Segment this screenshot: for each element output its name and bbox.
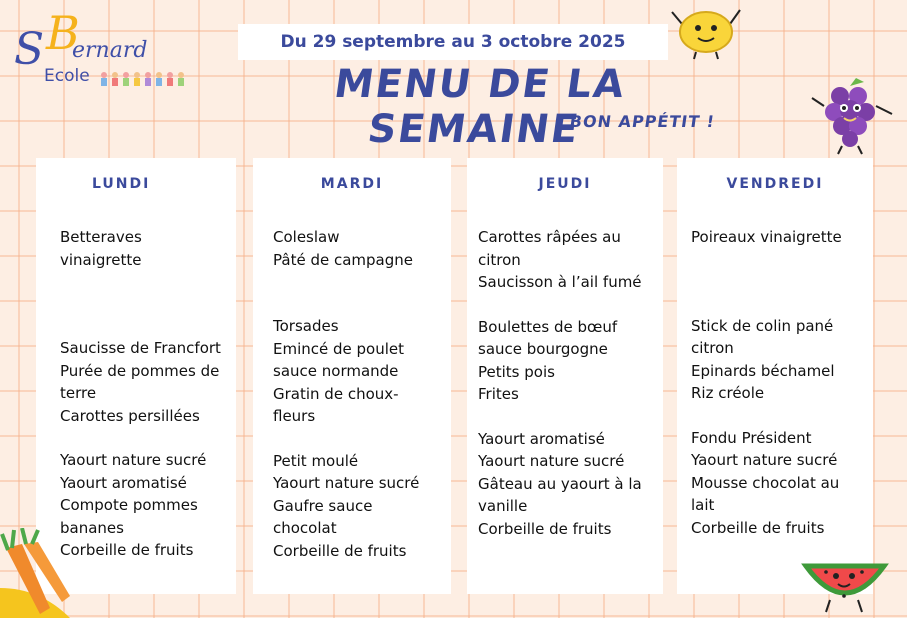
menu-item: Compote pommes bananes: [60, 496, 198, 537]
menu-group-starter: [691, 226, 859, 249]
menu-item: Petit moulé: [273, 451, 359, 470]
watermelon-mascot-icon: [800, 548, 890, 614]
menu-list: [478, 226, 649, 562]
menu-item: Saucisse de Francfort: [60, 339, 221, 357]
menu-item: Betteraves vinaigrette: [60, 228, 142, 269]
school-logo: [12, 6, 192, 90]
menu-item: Purée de pommes de terre: [60, 361, 220, 402]
menu-item: Gâteau au yaourt à la vanille: [478, 474, 642, 515]
logo-name: ernard: [72, 38, 148, 63]
logo-letter-s: S: [14, 24, 45, 75]
menu-item: Emincé de poulet sauce normande: [273, 339, 405, 380]
grape-mascot-icon: [810, 76, 896, 156]
page-subtitle: BON APPÉTIT !: [568, 112, 717, 131]
menu-item: Petits pois: [478, 362, 555, 381]
menu-item: Gratin de choux-fleurs: [273, 384, 399, 425]
menu-item: Epinards béchamel: [691, 361, 835, 380]
menu-item: Corbeille de fruits: [478, 519, 612, 538]
day-column-vendredi: [677, 158, 873, 594]
menu-item: Yaourt aromatisé: [60, 473, 187, 492]
menu-group-dessert: [691, 427, 859, 540]
menu-item: Stick de colin pané citron: [691, 316, 834, 357]
menu-list: [691, 226, 859, 561]
menu-item: Corbeille de fruits: [60, 541, 194, 559]
menu-item: Gaufre sauce chocolat: [273, 496, 373, 537]
menu-group-starter: [478, 226, 649, 294]
menu-group-dessert: [273, 450, 439, 563]
day-title: MARDI: [320, 176, 384, 192]
menu-item: Yaourt nature sucré: [60, 451, 207, 469]
menu-item: Torsades: [273, 317, 339, 335]
day-title: JEUDI: [538, 176, 592, 192]
logo-letter-b: B: [46, 6, 80, 60]
carrot-vegetable-icon: [0, 528, 100, 618]
page-title: MENU DE LA SEMAINE: [331, 62, 629, 152]
menu-item: Mousse chocolat au lait: [691, 473, 840, 514]
menu-item: Riz créole: [691, 384, 765, 402]
menu-group-starter: [273, 226, 439, 271]
menu-item: Coleslaw: [273, 228, 340, 246]
menu-group-dessert: [478, 428, 649, 541]
menu-group-starter: [60, 226, 224, 271]
menu-list: [273, 226, 439, 584]
menu-item: Saucisson à l’ail fumé: [478, 273, 642, 291]
day-title: LUNDI: [92, 176, 151, 192]
day-column-jeudi: [467, 158, 663, 594]
menu-item: Yaourt nature sucré: [691, 451, 838, 469]
day-title: VENDREDI: [726, 176, 824, 192]
menu-item: Corbeille de fruits: [691, 518, 825, 537]
menu-item: Pâté de campagne: [273, 250, 413, 269]
menu-item: Yaourt nature sucré: [478, 452, 625, 470]
menu-item: Frites: [478, 385, 519, 403]
menu-group-main: [478, 316, 649, 406]
menu-group-main: [273, 315, 439, 428]
menu-item: Yaourt aromatisé: [478, 429, 605, 448]
menu-item: Corbeille de fruits: [273, 541, 407, 560]
day-column-mardi: [253, 158, 451, 594]
menu-item: Carottes persillées: [60, 406, 200, 425]
date-range: Du 29 septembre au 3 octobre 2025: [238, 24, 668, 60]
menu-item: Yaourt nature sucré: [273, 474, 420, 492]
menu-group-main: [60, 337, 224, 427]
menu-item: Carottes râpées au citron: [478, 228, 621, 269]
logo-ecole: Ecole: [44, 66, 90, 86]
menu-item: Fondu Président: [691, 428, 812, 447]
menu-group-main: [691, 315, 859, 405]
lemon-mascot-icon: [668, 4, 744, 60]
menu-item: Poireaux vinaigrette: [691, 228, 842, 246]
menu-item: Boulettes de bœuf sauce bourgogne: [478, 317, 618, 358]
children-icon: [98, 70, 190, 92]
